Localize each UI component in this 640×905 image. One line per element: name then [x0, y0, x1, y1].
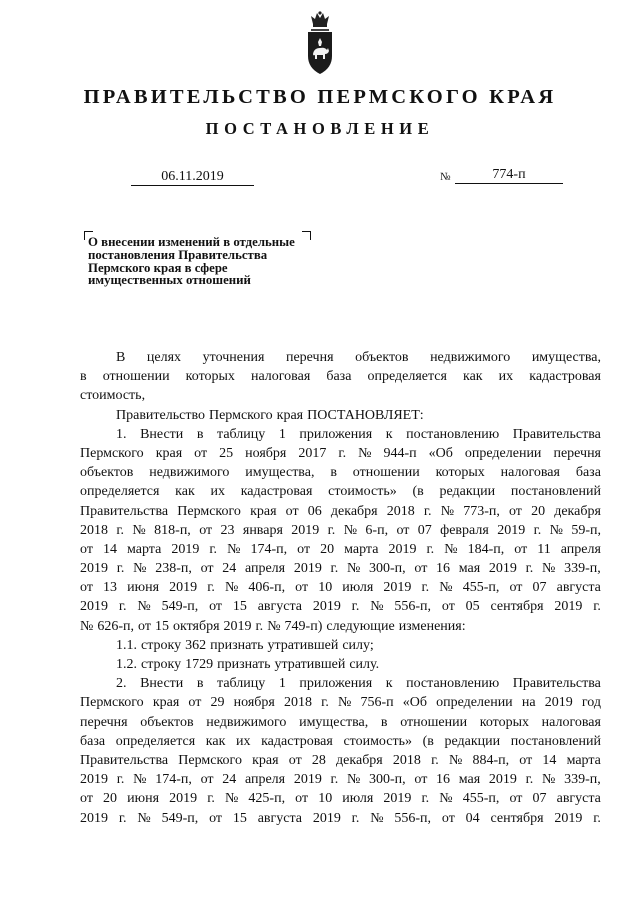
body-line: перечня объектов недвижимого имущества, в отношении которых налоговая: [80, 714, 601, 730]
body-line: в отношении которых налоговая база определяется как их кадастровая: [80, 369, 601, 385]
document-number: 774-п: [455, 166, 563, 184]
number-sign: №: [440, 171, 451, 183]
body-line: Правительства Пермского края от 06 декабря 2018 г. № 773-п, от 20 декабря: [80, 503, 601, 519]
body-line: 2019 г. № 238-п, от 24 апреля 2019 г. № 300-п, от 16 мая 2019 г. № 339-п,: [80, 561, 601, 577]
body-line: 1. Внести в таблицу 1 приложения к постановлению Правительства: [116, 426, 601, 442]
perm-krai-coat-of-arms-icon: [305, 10, 335, 76]
body-line: В целях уточнения перечня объектов недвижимого имущества,: [116, 350, 601, 365]
body-line: определяется как их кадастровая стоимость» (в редакции постановлений: [80, 484, 601, 500]
document-type: ПОСТАНОВЛЕНИЕ: [205, 119, 435, 138]
subject-line: Пермского края в сфере: [88, 260, 228, 275]
body-line: от 14 марта 2019 г. № 174-п, от 20 марта 2019 г. № 184-п, от 11 апреля: [80, 541, 601, 557]
organization-title: ПРАВИТЕЛЬСТВО ПЕРМСКОГО КРАЯ: [83, 86, 557, 108]
document-subject: [88, 236, 338, 287]
body-line: 2019 г. № 549-п, от 15 августа 2019 г. № 556-п, от 04 сентября 2019 г.: [80, 810, 601, 826]
body-line: № 626-п, от 15 октября 2019 г. № 749-п) следующие изменения:: [80, 618, 466, 634]
body-line: объектов недвижимого имущества, в отношении которых налоговая база: [80, 465, 601, 481]
document-date: 06.11.2019: [131, 168, 254, 186]
document-body: [80, 348, 601, 828]
body-line: 1.1. строку 362 признать утратившей силу;: [116, 637, 374, 653]
body-line: 2019 г. № 549-п, от 15 августа 2019 г. № 556-п, от 05 сентября 2019 г.: [80, 599, 601, 615]
subject-line: О внесении изменений в отдельные: [88, 235, 295, 249]
body-line: 2. Внести в таблицу 1 приложения к постановлению Правительства: [116, 676, 601, 692]
body-line: Пермского края от 29 ноября 2018 г. № 756-п «Об определении на 2019 год: [80, 695, 601, 711]
body-line: Правительства Пермского края от 28 декабря 2018 г. № 884-п, от 14 марта: [80, 752, 601, 768]
body-line: Пермского края от 25 ноября 2017 г. № 944-п «Об определении перечня: [80, 445, 601, 461]
body-line: 2018 г. № 818-п, от 23 января 2019 г. № 6-п, от 07 февраля 2019 г. № 59-п,: [80, 522, 601, 538]
body-line: от 20 июня 2019 г. № 425-п, от 10 июля 2019 г. № 455-п, от 07 августа: [80, 791, 601, 807]
body-line: 1.2. строку 1729 признать утратившей силу.: [116, 657, 380, 672]
body-line: Правительство Пермского края ПОСТАНОВЛЯЕТ:: [116, 407, 424, 423]
body-line: база определяется как их кадастровая стоимость» (в редакции постановлений: [80, 733, 601, 749]
subject-line: постановления Правительства: [88, 247, 268, 262]
body-line: стоимость,: [80, 388, 146, 404]
subject-line: имущественных отношений: [88, 273, 251, 288]
body-line: 2019 г. № 174-п, от 24 апреля 2019 г. № 300-п, от 16 мая 2019 г. № 339-п,: [80, 772, 601, 788]
body-line: от 13 июня 2019 г. № 406-п, от 10 июля 2019 г. № 455-п, от 07 августа: [80, 580, 601, 596]
